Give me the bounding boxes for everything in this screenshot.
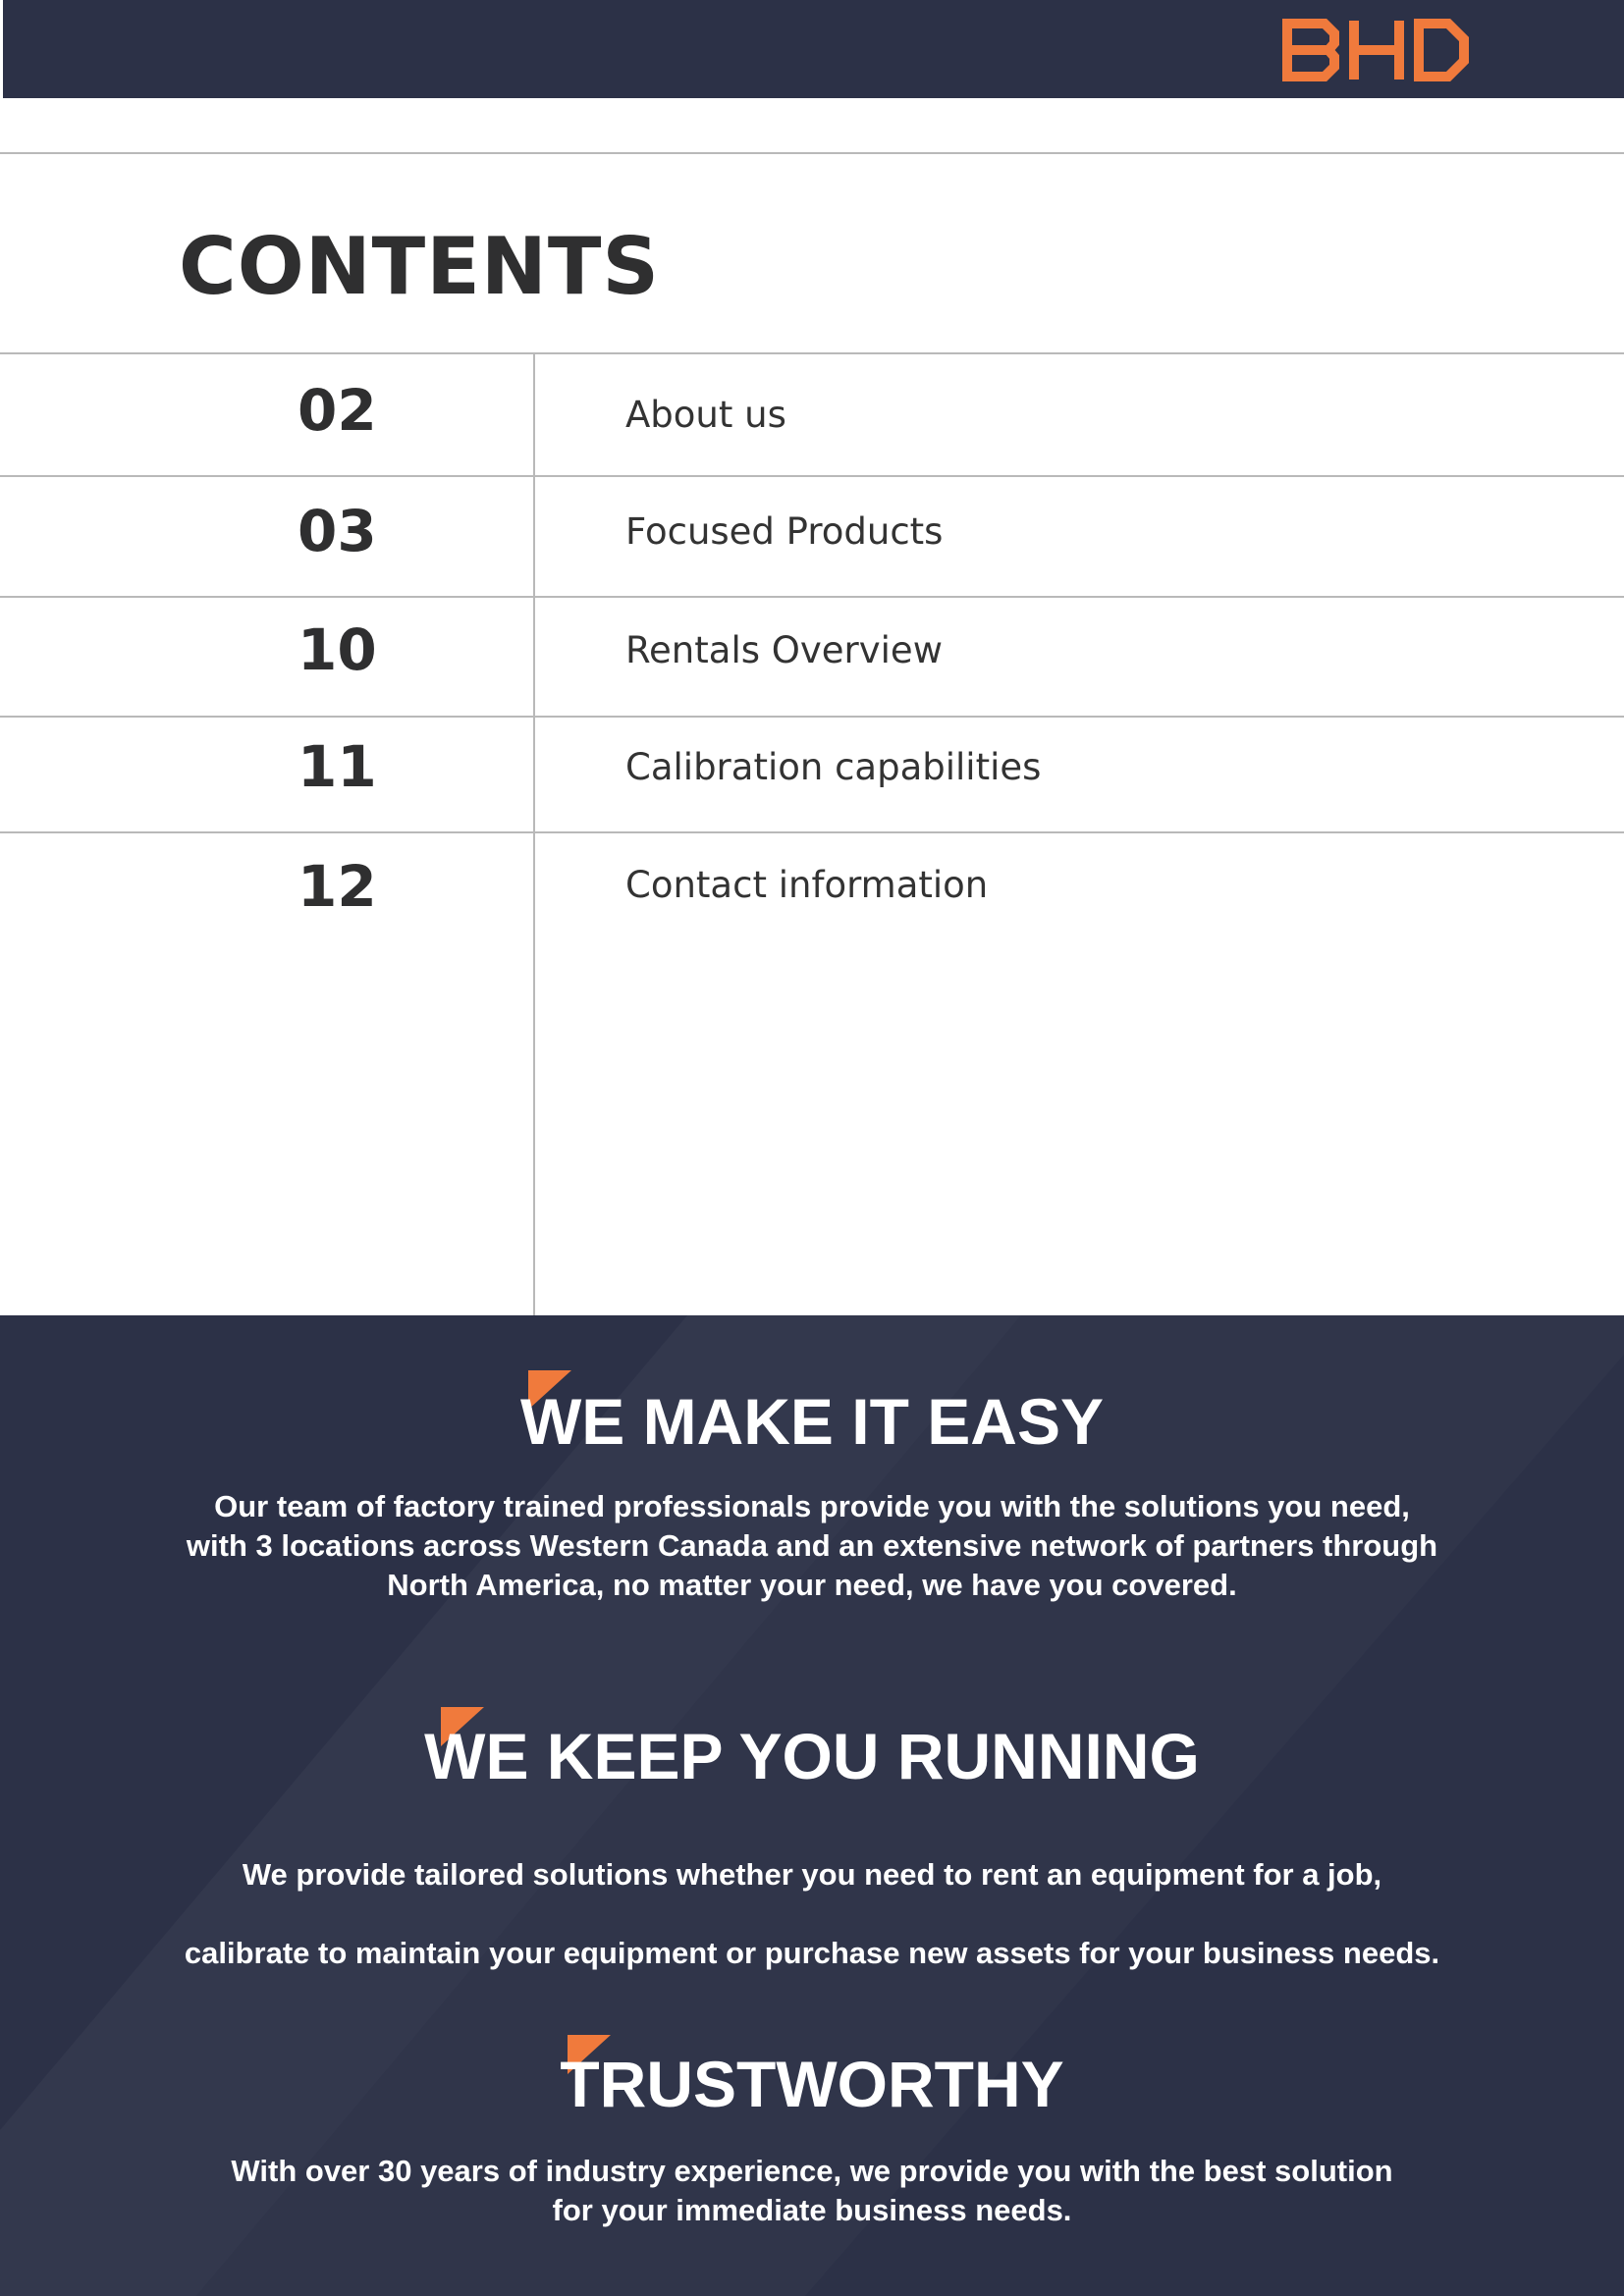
- values-panel: [0, 1315, 1624, 2296]
- toc-page-number: 10: [298, 616, 377, 683]
- section-body: [0, 1836, 1624, 1993]
- column-divider: [533, 354, 535, 1315]
- section-body-line: North America, no matter your need, we have you covered.: [387, 1568, 1237, 1602]
- toc-page-number: 12: [298, 853, 377, 920]
- toc-page-number: 03: [298, 498, 377, 564]
- divider-row-3: [0, 716, 1624, 718]
- toc-entry-label[interactable]: Focused Products: [625, 510, 944, 553]
- toc-entry-label[interactable]: Contact information: [625, 864, 989, 906]
- divider-row-1: [0, 475, 1624, 477]
- toc-page-number: 11: [298, 733, 377, 800]
- section-title: WE MAKE IT EASY: [519, 1385, 1105, 1458]
- divider-row-2: [0, 596, 1624, 598]
- section-body: [0, 1487, 1624, 1605]
- divider-top: [0, 152, 1624, 154]
- section-body-line: with 3 locations across Western Canada and an extensive network of partners through: [186, 1528, 1438, 1563]
- toc-page-number: 02: [298, 377, 377, 444]
- contents-title: CONTENTS: [179, 221, 661, 312]
- section-body-line: With over 30 years of industry experience, we provide you with the best solution: [231, 2154, 1393, 2188]
- divider-header: [0, 352, 1624, 354]
- section-body-line: calibrate to maintain your equipment or purchase new assets for your business needs.: [184, 1936, 1440, 1970]
- toc-entry-label[interactable]: About us: [625, 394, 786, 436]
- section-body: [0, 2152, 1624, 2230]
- toc-entry-label[interactable]: Rentals Overview: [625, 629, 943, 671]
- section-body-line: Our team of factory trained professionals provide you with the solutions you need,: [214, 1489, 1410, 1523]
- section-body-line: We provide tailored solutions whether you need to rent an equipment for a job,: [242, 1857, 1382, 1892]
- section-title: TRUSTWORTHY: [560, 2048, 1064, 2120]
- section-body-line: for your immediate business needs.: [552, 2193, 1072, 2227]
- divider-row-4: [0, 831, 1624, 833]
- section-title: WE KEEP YOU RUNNING: [424, 1720, 1200, 1792]
- diagonal-stripes-decoration: [0, 1315, 1624, 2296]
- bhd-logo: [1281, 18, 1470, 82]
- header-bar: [3, 0, 1624, 98]
- toc-entry-label[interactable]: Calibration capabilities: [625, 746, 1042, 788]
